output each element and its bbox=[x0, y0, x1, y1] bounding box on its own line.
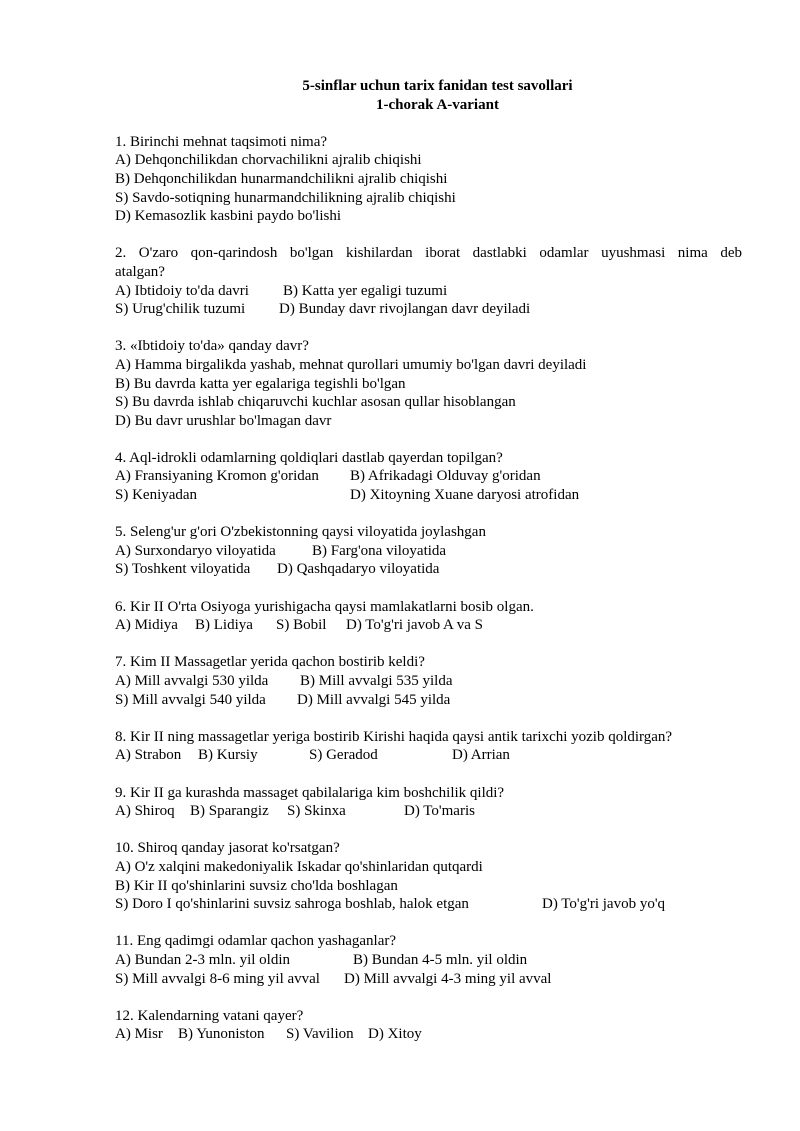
question-text: 10. Shiroq qanday jasorat ko'rsatgan? bbox=[115, 840, 340, 857]
option-d: D) To'maris bbox=[404, 803, 475, 820]
option-b: B) Katta yer egaligi tuzumi bbox=[283, 282, 448, 299]
question-7 bbox=[115, 653, 742, 709]
option-a: A) Fransiyaning Kromon g'oridan bbox=[115, 468, 319, 485]
option-d: D) Xitoy bbox=[368, 1026, 422, 1043]
question-text: 1. Birinchi mehnat taqsimoti nima? bbox=[115, 133, 328, 150]
options-row bbox=[115, 895, 742, 914]
option-a: A) Dehqonchilikdan chorvachilikni ajralib chiqishi bbox=[115, 152, 422, 169]
question-text: 3. «Ibtidoiy to'da» qanday davr? bbox=[115, 338, 309, 355]
option-b: B) Kir II qo'shinlarini suvsiz cho'lda boshlagan bbox=[115, 877, 398, 894]
option-b: B) Dehqonchilikdan hunarmandchilikni ajralib chiqishi bbox=[115, 170, 448, 187]
question-text: 11. Eng qadimgi odamlar qachon yashaganlar? bbox=[115, 933, 397, 950]
options-row bbox=[115, 746, 742, 765]
question-12 bbox=[115, 1007, 742, 1044]
option-s: S) Bu davrda ishlab chiqaruvchi kuchlar asosan qullar hisoblangan bbox=[115, 394, 516, 411]
option-d: D) Kemasozlik kasbini paydo bo'lishi bbox=[115, 208, 342, 225]
options-row bbox=[115, 1025, 742, 1044]
option-s: S) Keniyadan bbox=[115, 487, 198, 504]
option-s: S) Mill avvalgi 8-6 ming yil avval bbox=[115, 970, 320, 987]
option-b: B) Farg'ona viloyatida bbox=[312, 542, 447, 559]
question-text: 6. Kir II O'rta Osiyoga yurishigacha qaysi mamlakatlarni bosib olgan. bbox=[115, 598, 534, 615]
option-s: S) Savdo-sotiqning hunarmandchilikning ajralib chiqishi bbox=[115, 189, 456, 206]
option-s: S) Urug'chilik tuzumi bbox=[115, 301, 246, 318]
option-a: A) Ibtidoiy to'da davri bbox=[115, 282, 249, 299]
option-a: A) Hamma birgalikda yashab, mehnat qurollari umumiy bo'lgan davri deyiladi bbox=[115, 356, 587, 373]
options-row-2 bbox=[115, 486, 742, 505]
option-d: D) To'g'ri javob A va S bbox=[346, 617, 483, 634]
option-d: D) Xitoyning Xuane daryosi atrofidan bbox=[350, 487, 580, 504]
option-b: B) Bundan 4-5 mln. yil oldin bbox=[353, 951, 528, 968]
option-b: B) Lidiya bbox=[195, 617, 253, 634]
options-row-2 bbox=[115, 970, 742, 989]
option-a: A) Midiya bbox=[115, 617, 178, 634]
options-row-1 bbox=[115, 542, 742, 561]
option-s: S) Mill avvalgi 540 yilda bbox=[115, 691, 266, 708]
question-4 bbox=[115, 449, 742, 505]
question-text: 12. Kalendarning vatani qayer? bbox=[115, 1007, 304, 1024]
title-line-2: 1-chorak A-variant bbox=[376, 96, 499, 113]
question-8 bbox=[115, 728, 742, 765]
option-a: A) Bundan 2-3 mln. yil oldin bbox=[115, 951, 290, 968]
question-text-continued: atalgan? bbox=[115, 263, 165, 280]
question-11 bbox=[115, 932, 742, 988]
options-row-2 bbox=[115, 560, 742, 579]
options-row bbox=[115, 616, 742, 635]
option-b: B) Yunoniston bbox=[178, 1026, 265, 1043]
option-b: B) Mill avvalgi 535 yilda bbox=[300, 673, 453, 689]
question-text: 7. Kim II Massagetlar yerida qachon bostirib keldi? bbox=[115, 654, 425, 671]
question-3 bbox=[115, 337, 742, 430]
option-d: D) Qashqadaryo viloyatida bbox=[277, 561, 440, 578]
question-6 bbox=[115, 598, 742, 635]
option-s: S) Bobil bbox=[276, 617, 327, 634]
option-d: D) Arrian bbox=[452, 747, 510, 764]
question-text: 5. Seleng'ur g'ori O'zbekistonning qaysi viloyatida joylashgan bbox=[115, 524, 486, 541]
option-s: S) Vavilion bbox=[286, 1026, 354, 1043]
option-a: A) Misr bbox=[115, 1026, 163, 1043]
option-b: B) Sparangiz bbox=[190, 803, 269, 820]
question-text: 4. Aql-idrokli odamlarning qoldiqlari dastlab qayerdan topilgan? bbox=[115, 449, 503, 466]
test-document bbox=[115, 77, 742, 1044]
options-row-2 bbox=[115, 300, 742, 319]
options-row-1 bbox=[115, 951, 742, 970]
options-row-1 bbox=[115, 282, 742, 301]
question-1 bbox=[115, 133, 742, 226]
option-d: D) Mill avvalgi 4-3 ming yil avval bbox=[344, 970, 552, 987]
question-text: 9. Kir II ga kurashda massaget qabilalariga kim boshchilik qildi? bbox=[115, 784, 505, 801]
option-a: A) Strabon bbox=[115, 747, 182, 764]
question-text: 8. Kir II ning massagetlar yeriga bostirib Kirishi haqida qaysi antik tarixchi yozib qoldirgan? bbox=[115, 728, 673, 745]
option-b: B) Kursiy bbox=[198, 747, 258, 764]
question-10 bbox=[115, 839, 742, 913]
option-s: S) Skinxa bbox=[287, 803, 346, 820]
document-title bbox=[133, 77, 742, 114]
option-d: D) Bu davr urushlar bo'lmagan davr bbox=[115, 412, 332, 429]
options-row-1 bbox=[115, 672, 742, 691]
option-a: A) Mill avvalgi 530 yilda bbox=[115, 673, 269, 689]
option-a: A) Surxondaryo viloyatida bbox=[115, 542, 276, 559]
option-d: D) To'g'ri javob yo'q bbox=[542, 896, 666, 913]
option-s: S) Geradod bbox=[309, 747, 378, 764]
question-text: 2. O'zaro qon-qarindosh bo'lgan kishilardan iborat dastlabki odamlar uyushmasi nima deb bbox=[115, 245, 742, 262]
question-5 bbox=[115, 523, 742, 579]
options-row bbox=[115, 802, 742, 821]
option-s: S) Toshkent viloyatida bbox=[115, 561, 251, 578]
option-d: D) Bunday davr rivojlangan davr deyiladi bbox=[279, 301, 531, 318]
option-d: D) Mill avvalgi 545 yilda bbox=[297, 691, 451, 708]
option-b: B) Afrikadagi Olduvay g'oridan bbox=[350, 468, 541, 485]
options-row-1 bbox=[115, 467, 742, 486]
question-2 bbox=[115, 244, 742, 318]
question-9 bbox=[115, 784, 742, 821]
options-row-2 bbox=[115, 691, 742, 710]
option-b: B) Bu davrda katta yer egalariga tegishli bo'lgan bbox=[115, 375, 406, 392]
option-a: A) O'z xalqini makedoniyalik Iskadar qo'shinlaridan qutqardi bbox=[115, 858, 483, 875]
option-a: A) Shiroq bbox=[115, 803, 175, 820]
title-line-1: 5-sinflar uchun tarix fanidan test savollari bbox=[302, 78, 573, 94]
option-s: S) Doro I qo'shinlarini suvsiz sahroga boshlab, halok etgan bbox=[115, 896, 469, 913]
